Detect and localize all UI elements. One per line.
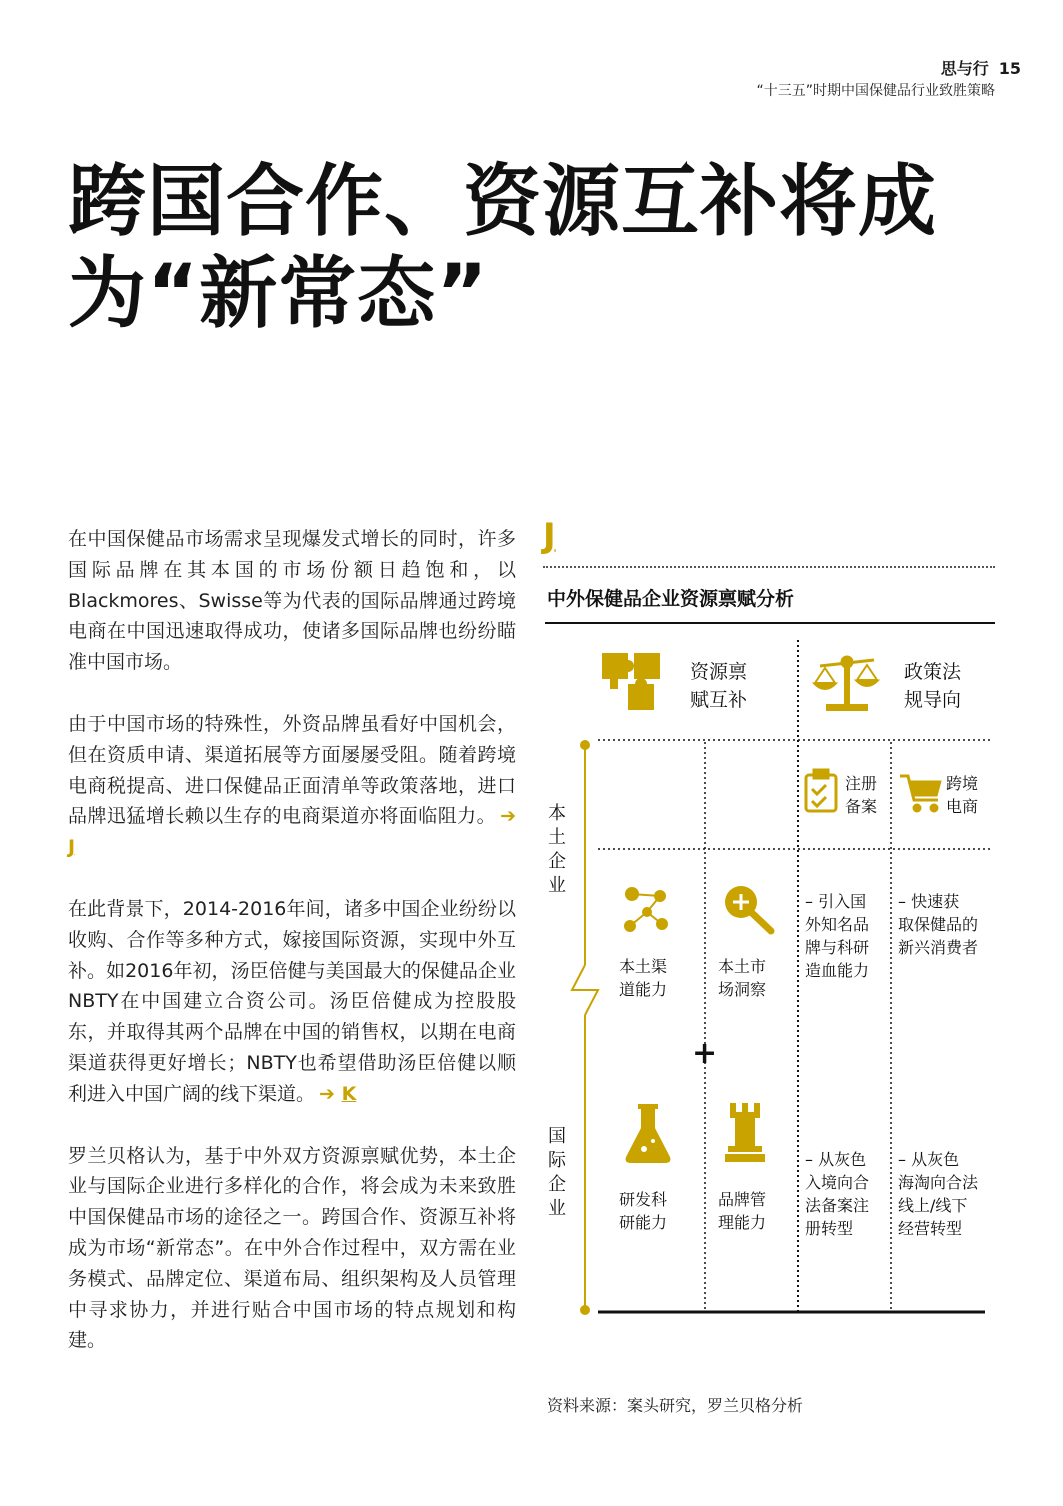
paragraph-2: 由于中国市场的特殊性，外资品牌虽看好中国机会，但在资质申请、渠道拓展等方面屡屡受阻。随着跨境电商税提高、进口保健品正面清单等政策落地，进口品牌迅猛增长赖以生存的电商渠道亦将面临阻力。 ➔ J (68, 712, 516, 859)
figure-ref-j[interactable]: ➔ J (68, 805, 516, 859)
row-label-local: 本土企业 (548, 803, 566, 896)
paragraph-4: 罗兰贝格认为，基于中外双方资源禀赋优势，本土企业与国际企业进行多样化的合作，将会成为未来致胜中国保健品市场的途径之一。跨国合作、资源互补将成为市场“新常态”。在中外合作过程中，双方需在业务模式、品牌定位、渠道布局、组织架构及人员管理中寻求协力，并进行贴合中国市场的特点规划和构建。 (68, 1144, 516, 1352)
page-number: 15 (998, 59, 1021, 78)
figure-source: 资料来源：案头研究，罗兰贝格分析 (547, 1396, 804, 1415)
running-subtitle: “十三五”时期中国保健品行业致胜策略 (756, 83, 995, 99)
col-header-resource: 资源禀 赋互补 (690, 661, 748, 711)
section-name: 思与行 (940, 59, 989, 78)
intl-brand-cell: 品牌管 理能力 (718, 1190, 767, 1232)
title-line-1: 跨国合作、资源互补将成 (68, 157, 938, 247)
flask-icon (626, 1104, 671, 1163)
scales-icon (813, 656, 879, 711)
intl-rd-cell: 研发科 研能力 (619, 1190, 668, 1232)
local-channel-cell: 本土渠 道能力 (619, 957, 668, 999)
cart-icon (900, 776, 941, 812)
paragraph-1: 在中国保健品市场需求呈现爆发式增长的同时，许多国际品牌在其本国的市场份额日趋饱和，以Blackmores、Swisse等为代表的国际品牌通过跨境电商在中国迅速取得成功，使诸多国际品牌也纷纷瞄准中国市场。 (68, 528, 516, 674)
arrow-icon: ➔ (500, 805, 516, 828)
plus-sign: + (692, 1036, 718, 1071)
figure-title: 中外保健品企业资源禀赋分析 (547, 588, 795, 610)
puzzle-icon (602, 653, 660, 710)
figure-ref-k[interactable]: ➔ K (319, 1082, 357, 1105)
title-line-2: 为“新常态” (68, 249, 489, 339)
arrow-icon: ➔ (319, 1082, 335, 1105)
axis-break-icon (572, 965, 598, 1015)
row-label-intl: 国际企业 (548, 1126, 566, 1219)
local-cb-cell: – 快速获 取保健品的 新兴消费者 (898, 892, 979, 957)
cb-label: 跨境 电商 (946, 774, 979, 816)
col-header-policy: 政策法 规导向 (904, 661, 962, 711)
local-insight-cell: 本土市 场洞察 (718, 957, 767, 999)
network-icon (625, 888, 667, 931)
intl-reg-cell: – 从灰色 入境向合 法备案注 册转型 (805, 1150, 870, 1238)
chess-rook-icon (725, 1103, 765, 1162)
reg-label: 注册 备案 (845, 774, 878, 816)
paragraph-3: 在此背景下，2014-2016年间，诸多中国企业纷纷以收购、合作等多种方式，嫁接国际资源，实现中外互补。如2016年初，汤臣倍健与美国最大的保健品企业NBTY在中国建立合资公司。汤臣倍健成为控股股东，并取得其两个品牌在中国的销售权，以期在电商渠道获得更好增长；NBTY也希望借助汤臣倍健以顺利进入中国广阔的线下渠道。 ➔ K (68, 897, 516, 1105)
clipboard-icon (806, 770, 836, 811)
intl-cb-cell: – 从灰色 海淘向合法 线上/线下 经营转型 (898, 1150, 979, 1238)
figure-letter: J (543, 516, 556, 556)
local-reg-cell: – 引入国 外知名品 牌与科研 造血能力 (805, 892, 870, 980)
magnifier-icon (725, 886, 771, 931)
